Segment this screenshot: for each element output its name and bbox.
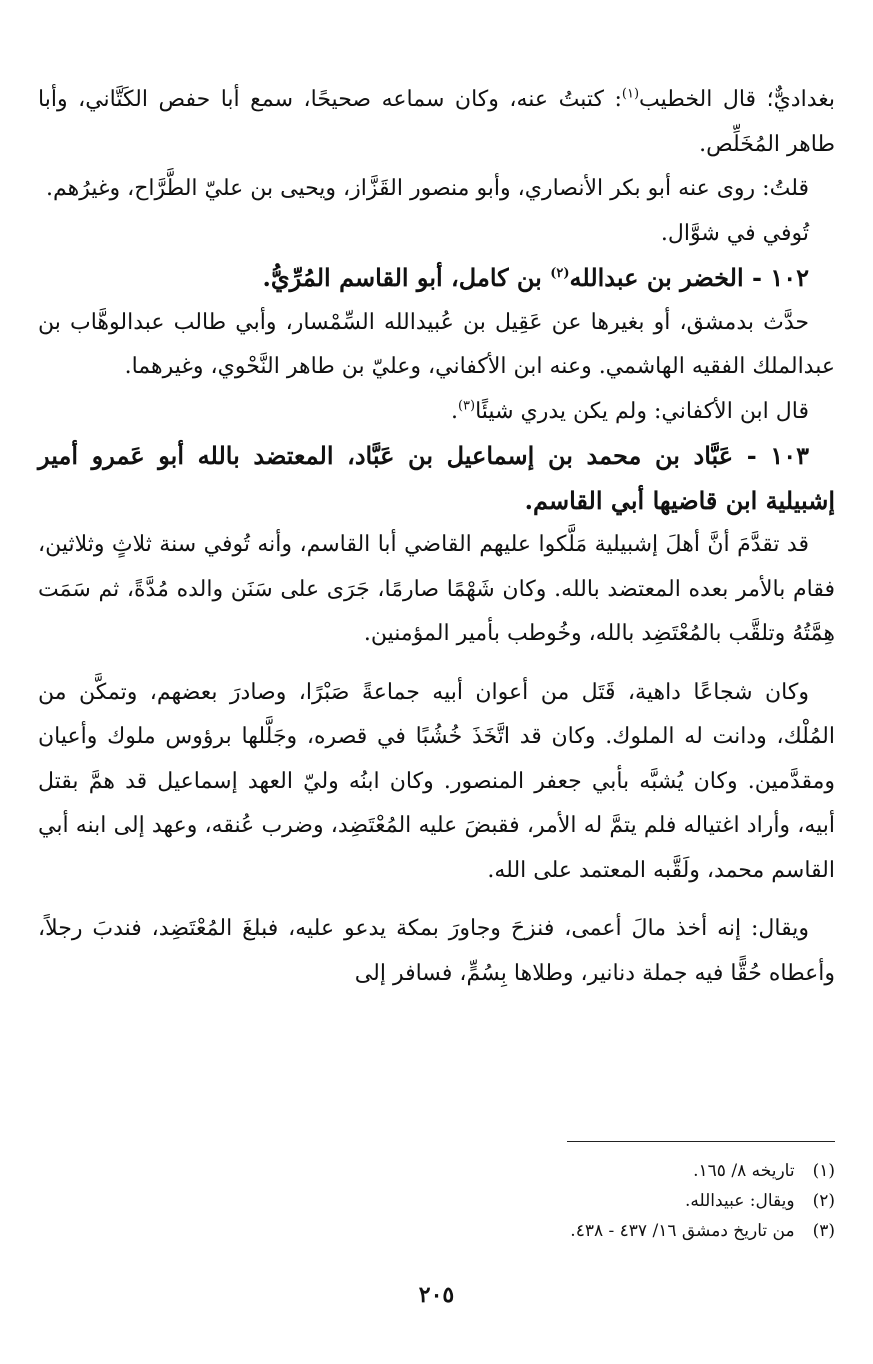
paragraph bbox=[38, 390, 835, 435]
footnote-ref: (٣) bbox=[457, 398, 476, 414]
paragraph: قلتُ: روى عنه أبو بكر الأنصاري، وأبو منصور القَزَّاز، ويحيى بن عليّ الطَّرَّاح، وغيرُهم. bbox=[45, 176, 809, 201]
entry-heading-102 bbox=[38, 256, 835, 301]
footnote-ref: (١) bbox=[621, 86, 640, 102]
footnote-number: (٣) bbox=[812, 1221, 835, 1241]
footnote-text: من تاريخ دمشق ١٦/ ٤٣٧ - ٤٣٨. bbox=[570, 1221, 795, 1241]
text-run: ١٠٢ - الخضر بن عبدالله bbox=[569, 263, 809, 292]
footnote-number: (١) bbox=[812, 1161, 835, 1181]
text-run: قال ابن الأكفاني: ولم يكن يدري شيئًا bbox=[475, 398, 809, 424]
footnotes bbox=[38, 1156, 835, 1246]
paragraph: حدَّث بدمشق، أو بغيرها عن عَقِيل بن عُبيدالله السِّمْسار، وأبي طالب عبدالوهَّاب بن عبدالملك الفقيه الهاشمي. وعنه ابن الأكفاني، وعليّ بن طاهر النَّحْوي، وغيرهما. bbox=[38, 309, 835, 379]
footnote bbox=[38, 1156, 835, 1186]
footnote-text: تاريخه ٨/ ١٦٥. bbox=[693, 1161, 795, 1181]
main-text bbox=[38, 78, 835, 996]
text-run: : كتبتُ عنه، وكان سماعه صحيحًا، سمع أبا حفص الكَتَّاني، وأبا طاهر المُخَلِّص. bbox=[38, 87, 835, 157]
paragraph: قد تقدَّمَ أنَّ أهلَ إشبيلية مَلَّكوا عليهم القاضي أبا القاسم، وأنه تُوفي سنة ثلاثٍ وثلاثين، فقام بالأمر بعده المعتضد بالله. وكان شَهْمًا صارمًا، جَرَى على سَنَن والده مُدَّةً، ثم سَمَت هِمَّتُهُ وتلقَّب بالمُعْتَضِد بالله، وخُوطب بأمير المؤمنين. bbox=[38, 532, 835, 646]
text-run: . bbox=[450, 398, 458, 424]
paragraph: ويقال: إنه أخذ مالَ أعمى، فنزحَ وجاورَ بمكة يدعو عليه، فبلغَ المُعْتَضِد، فندبَ رجلاً، وأعطاه حُقًّا فيه جملة دنانير، وطلاها بِسُمٍّ، فسافر إلى bbox=[38, 916, 835, 986]
paragraph bbox=[38, 78, 835, 167]
page-number: ٢٠٥ bbox=[418, 1282, 455, 1308]
text-run: بن كامل، أبو القاسم المُرِّيُّ. bbox=[262, 263, 551, 292]
footnote-text: ويقال: عبيدالله. bbox=[684, 1191, 795, 1211]
paragraph: تُوفي في شوَّال. bbox=[660, 220, 809, 246]
entry-heading-103: ١٠٣ - عَبَّاد بن محمد بن إسماعيل بن عَبَّاد، المعتضد بالله أبو عَمرو أمير إشبيلية ابن قاضيها أبي القاسم. bbox=[38, 441, 835, 515]
footnote bbox=[38, 1216, 835, 1246]
footnote-divider bbox=[567, 1141, 835, 1142]
paragraph: وكان شجاعًا داهية، قَتَل من أعوان أبيه جماعةً صَبْرًا، وصادرَ بعضهم، وتمكَّن من المُلْك، ودانت له الملوك. وكان قد اتَّخَذَ خُشُبًا في قصره، وجَلَّلها برؤوس ملوك وأعيان ومقدَّمين. وكان يُشبَّه بأبي جعفر المنصور. وكان ابنُه وليّ العهد إسماعيل قد همَّ بقتل أبيه، وأراد اغتياله فلم يتمَّ له الأمر، فقبضَ عليه المُعْتَضِد، وضرب عُنقه، وعهد إلى ابنه أبي القاسم محمد، ولَقَّبه المعتمد على الله. bbox=[38, 679, 835, 883]
text-run: بغداديٌّ؛ قال الخطيب bbox=[639, 87, 836, 112]
footnote-number: (٢) bbox=[812, 1191, 835, 1211]
footnote-ref: (٢) bbox=[550, 266, 570, 281]
footnote bbox=[38, 1186, 835, 1216]
